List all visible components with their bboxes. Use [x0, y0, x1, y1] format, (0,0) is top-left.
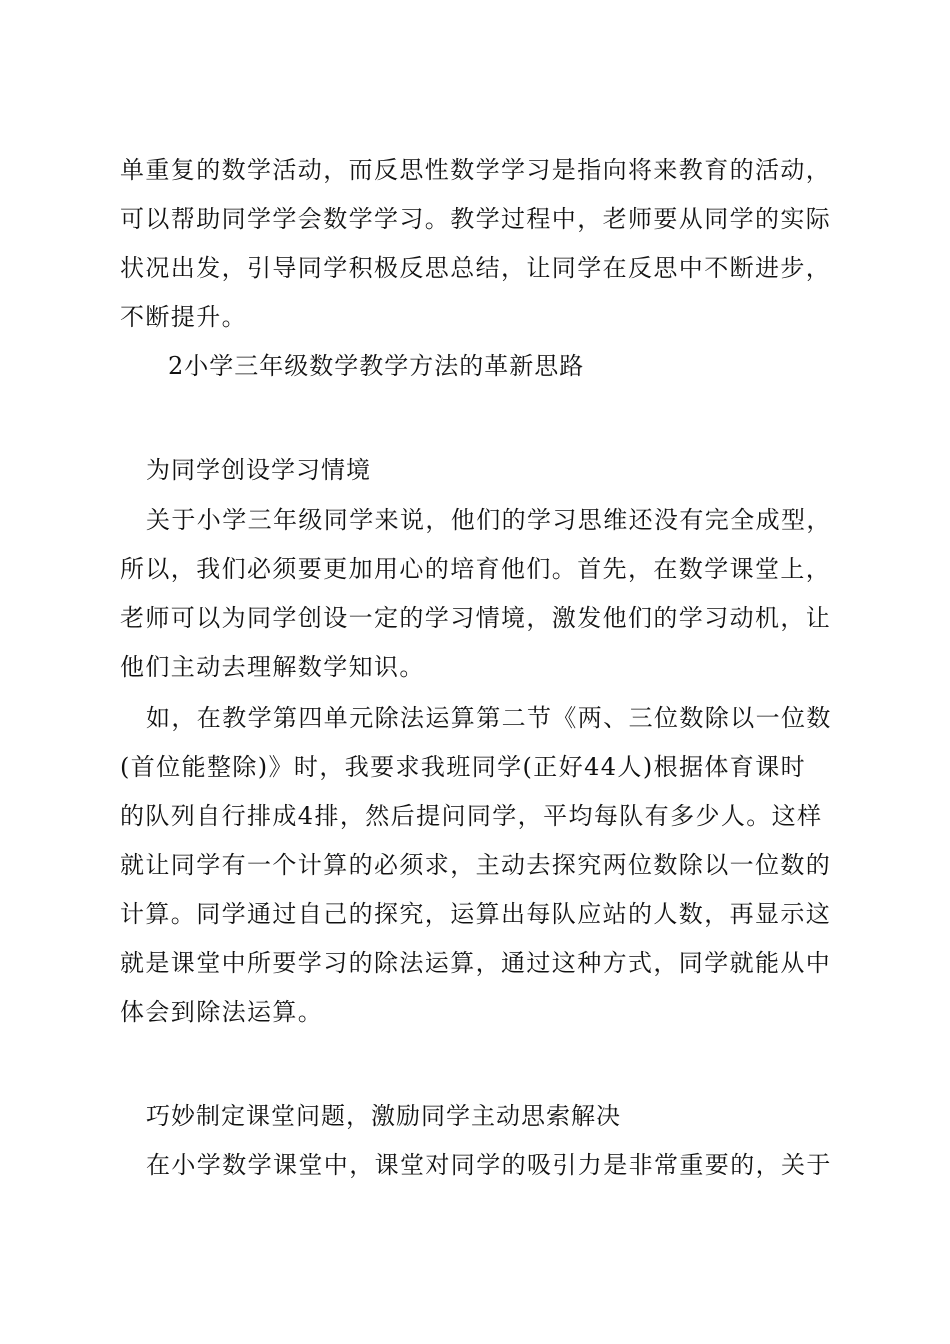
- paragraph-line: 所以，我们必须要更加用心的培育他们。首先，在数学课堂上，: [120, 555, 832, 583]
- paragraph-line: 状况出发，引导同学积极反思总结，让同学在反思中不断进步，: [120, 254, 832, 282]
- paragraph-line: 关于小学三年级同学来说，他们的学习思维还没有完全成型，: [146, 506, 832, 534]
- paragraph-line: 不断提升。: [120, 303, 247, 331]
- paragraph-line: 计算。同学通过自己的探究，运算出每队应站的人数，再显示这: [120, 900, 832, 928]
- paragraph-line: 如，在教学第四单元除法运算第二节《两、三位数除以一位数: [146, 704, 832, 732]
- paragraph-line: 体会到除法运算。: [120, 998, 324, 1026]
- paragraph-line: 就是课堂中所要学习的除法运算，通过这种方式，同学就能从中: [120, 949, 832, 977]
- paragraph-line: 老师可以为同学创设一定的学习情境，激发他们的学习动机，让: [120, 604, 832, 632]
- paragraph-line: 就让同学有一个计算的必须求，主动去探究两位数除以一位数的: [120, 851, 832, 879]
- paragraph-line: 的队列自行排成4排，然后提问同学，平均每队有多少人。这样: [120, 802, 823, 830]
- section-heading: 2小学三年级数学教学方法的革新思路: [168, 352, 585, 380]
- subheading: 巧妙制定课堂问题，激励同学主动思索解决: [146, 1102, 621, 1130]
- paragraph-line: 在小学数学课堂中，课堂对同学的吸引力是非常重要的，关于: [146, 1151, 832, 1179]
- paragraph-line: (首位能整除)》时，我要求我班同学(正好44人)根据体育课时: [120, 753, 806, 781]
- subheading: 为同学创设学习情境: [146, 456, 371, 484]
- paragraph-line: 他们主动去理解数学知识。: [120, 653, 425, 681]
- paragraph-line: 单重复的数学活动，而反思性数学学习是指向将来教育的活动，: [120, 156, 832, 184]
- paragraph-line: 可以帮助同学学会数学学习。教学过程中，老师要从同学的实际: [120, 205, 832, 233]
